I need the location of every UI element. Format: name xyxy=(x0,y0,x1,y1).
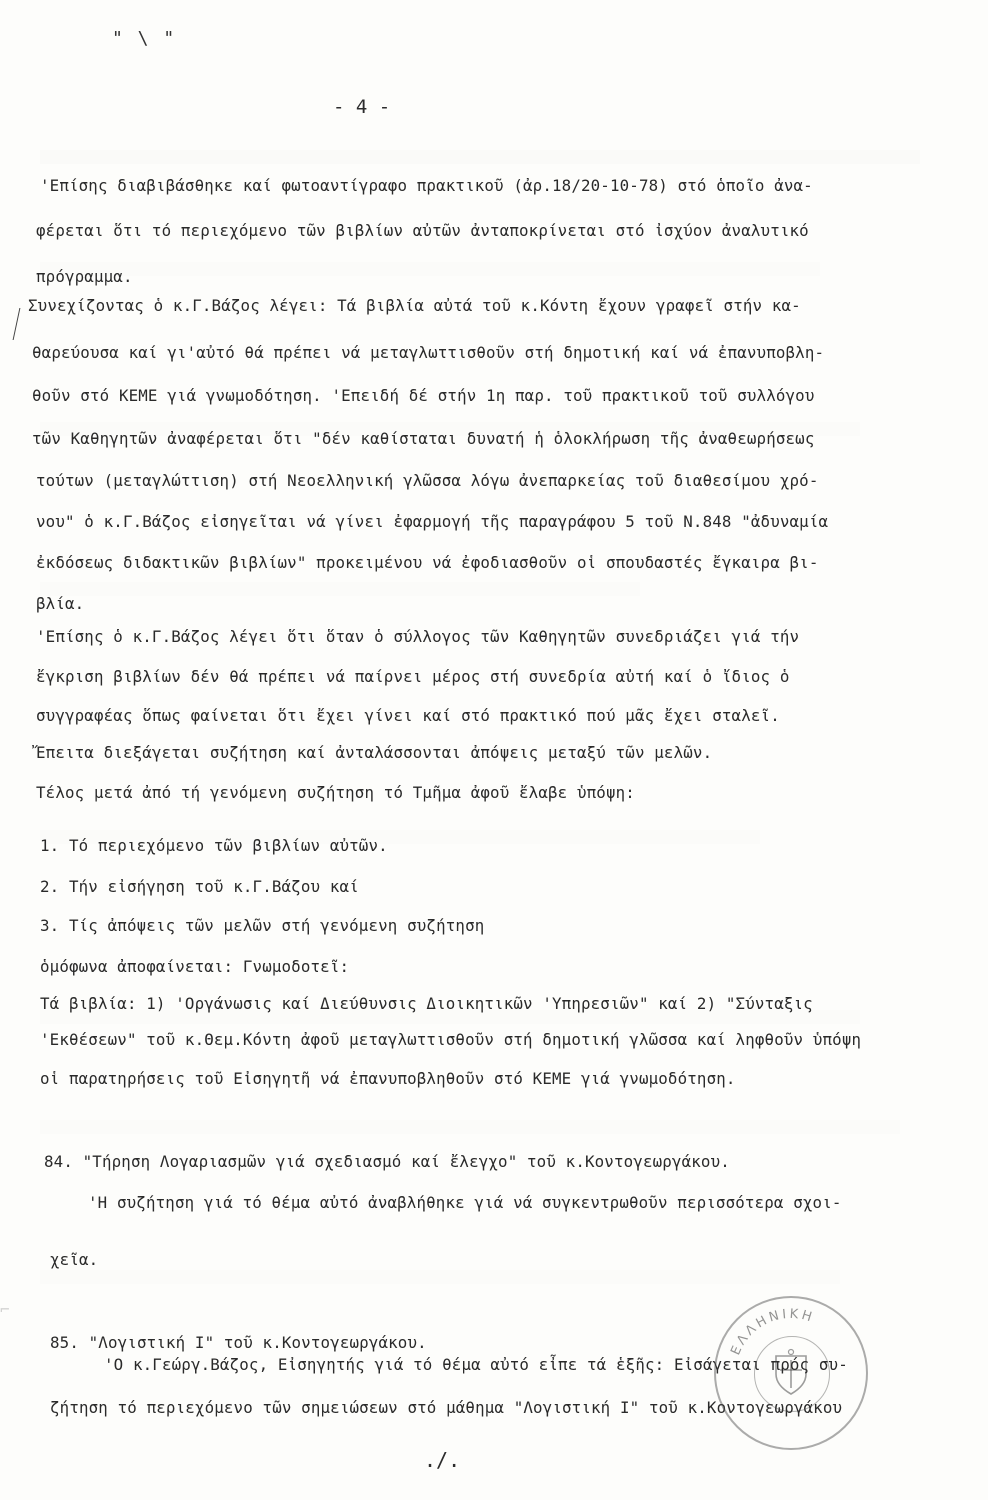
text-line-29: ζήτηση τό περιεχόμενο τῶν σημειώσεων στό μάθημα "Λογιστική Ι" τοῦ κ.Κοντογεωργάκου xyxy=(50,1398,843,1417)
page-number: - 4 - xyxy=(333,96,391,118)
official-stamp xyxy=(714,1296,868,1450)
text-line-8: τούτων (μεταγλώττιση) στή Νεοελληνική γλῶσσα λόγω ἀνεπαρκείας τοῦ διαθεσίμου χρό- xyxy=(36,471,819,490)
page-continuation-mark: ./. xyxy=(424,1448,461,1472)
text-line-26: χεῖα. xyxy=(50,1250,99,1269)
text-line-15: Ἔπειτα διεξάγεται συζήτηση καί ἀνταλάσσονται ἀπόψεις μεταξύ τῶν μελῶν. xyxy=(36,743,713,762)
text-line-19: 3. Τίς ἀπόψεις τῶν μελῶν στή γενόμενη συζήτηση xyxy=(40,916,485,935)
margin-bracket-mark xyxy=(13,308,29,340)
text-line-18: 2. Τήν εἰσήγηση τοῦ κ.Γ.Βάζου καί xyxy=(40,877,359,896)
text-line-20: ὁμόφωνα ἀποφαίνεται: Γνωμοδοτεῖ: xyxy=(40,957,350,976)
text-line-7: τῶν Καθηγητῶν ἀναφέρεται ὅτι "δέν καθίσταται δυνατή ἡ ὁλοκλήρωση τῆς ἀναθεωρήσεως xyxy=(32,429,815,448)
text-line-22: 'Εκθέσεων" τοῦ κ.Θεμ.Κόντη ἀφοῦ μεταγλωττισθοῦν στή δημοτική γλῶσσα καί ληφθοῦν ὑπόψη xyxy=(40,1030,862,1049)
stamp-text: ΕΛΛΗΝΙΚΗ xyxy=(728,1306,817,1358)
text-line-9: νου" ὁ κ.Γ.Βάζος εἰσηγεῖται νά γίνει ἐφαρμογή τῆς παραγράφου 5 τοῦ Ν.848 "ἀδυναμία xyxy=(36,512,829,531)
text-line-16: Τέλος μετά ἀπό τή γενόμενη συζήτηση τό Τμῆμα ἀφοῦ ἔλαβε ὑπόψη: xyxy=(36,783,635,802)
text-line-17: 1. Τό περιεχόμενο τῶν βιβλίων αὐτῶν. xyxy=(40,836,388,855)
text-line-2: φέρεται ὅτι τό περιεχόμενο τῶν βιβλίων αὐτῶν ἀνταποκρίνεται στό ἰσχύον ἀναλυτικό xyxy=(36,221,809,240)
text-line-24: 84. "Τήρηση Λογαριασμῶν γιά σχεδιασμό καί ἔλεγχο" τοῦ κ.Κοντογεωργάκου. xyxy=(44,1152,730,1171)
text-line-23: οἱ παρατηρήσεις τοῦ Εἰσηγητῆ νά ἐπανυποβληθοῦν στό ΚΕΜΕ γιά γνωμοδότηση. xyxy=(40,1069,736,1088)
text-line-27: 85. "Λογιστική Ι" τοῦ κ.Κοντογεωργάκου. xyxy=(50,1333,427,1352)
text-line-1: 'Επίσης διαβιβάσθηκε καί φωτοαντίγραφο πρακτικοῦ (ἀρ.18/20-10-78) στό ὁποῖο ἀνα- xyxy=(40,176,813,195)
coat-of-arms-icon xyxy=(770,1348,812,1396)
text-line-12: 'Επίσης ὁ κ.Γ.Βάζος λέγει ὅτι ὅταν ὁ σύλλογος τῶν Καθηγητῶν συνεδριάζει γιά τήν xyxy=(36,627,800,646)
text-line-4: Συνεχίζοντας ὁ κ.Γ.Βάζος λέγει: Τά βιβλία αὐτά τοῦ κ.Κόντη ἔχουν γραφεῖ στήν κα- xyxy=(28,296,801,315)
text-line-21: Τά βιβλία: 1) 'Οργάνωσις καί Διεύθυνσις Διοικητικῶν 'Υπηρεσιῶν" καί 2) "Σύνταξις xyxy=(40,994,813,1013)
text-line-6: θοῦν στό ΚΕΜΕ γιά γνωμοδότηση. 'Επειδή δέ στήν 1η παρ. τοῦ πρακτικοῦ τοῦ συλλόγου xyxy=(32,386,815,405)
text-line-13: ἔγκριση βιβλίων δέν θά πρέπει νά παίρνει μέρος στή συνεδρία αὐτή καί ὁ ἴδιος ὁ xyxy=(36,667,790,686)
margin-edge-mark: ⌐ xyxy=(0,1300,10,1319)
text-line-25: 'Η συζήτηση γιά τό θέμα αὐτό ἀναβλήθηκε γιά νά συγκεντρωθοῦν περισσότερα σχοι- xyxy=(88,1193,842,1212)
text-line-10: ἐκδόσεως διδακτικῶν βιβλίων" προκειμένου νά ἐφοδιασθοῦν οἱ σπουδαστές ἔγκαιρα βι- xyxy=(36,553,819,572)
text-line-3: πρόγραμμα. xyxy=(36,267,133,286)
text-line-11: βλία. xyxy=(36,594,85,613)
text-line-14: συγγραφέας ὅπως φαίνεται ὅτι ἔχει γίνει καί στό πρακτικό πού μᾶς ἔχει σταλεῖ. xyxy=(36,706,780,725)
top-handwritten-marks: " \ " xyxy=(112,28,177,49)
text-line-5: θαρεύουσα καί γι'αὐτό θά πρέπει νά μεταγλωττισθοῦν στή δημοτική καί νά ἐπανυποβλη- xyxy=(32,343,825,362)
text-line-28: 'Ο κ.Γεώργ.Βάζος, Εἰσηγητής γιά τό θέμα αὐτό εἶπε τά ἑξῆς: Εἰσάγεται πρός συ- xyxy=(104,1355,848,1374)
